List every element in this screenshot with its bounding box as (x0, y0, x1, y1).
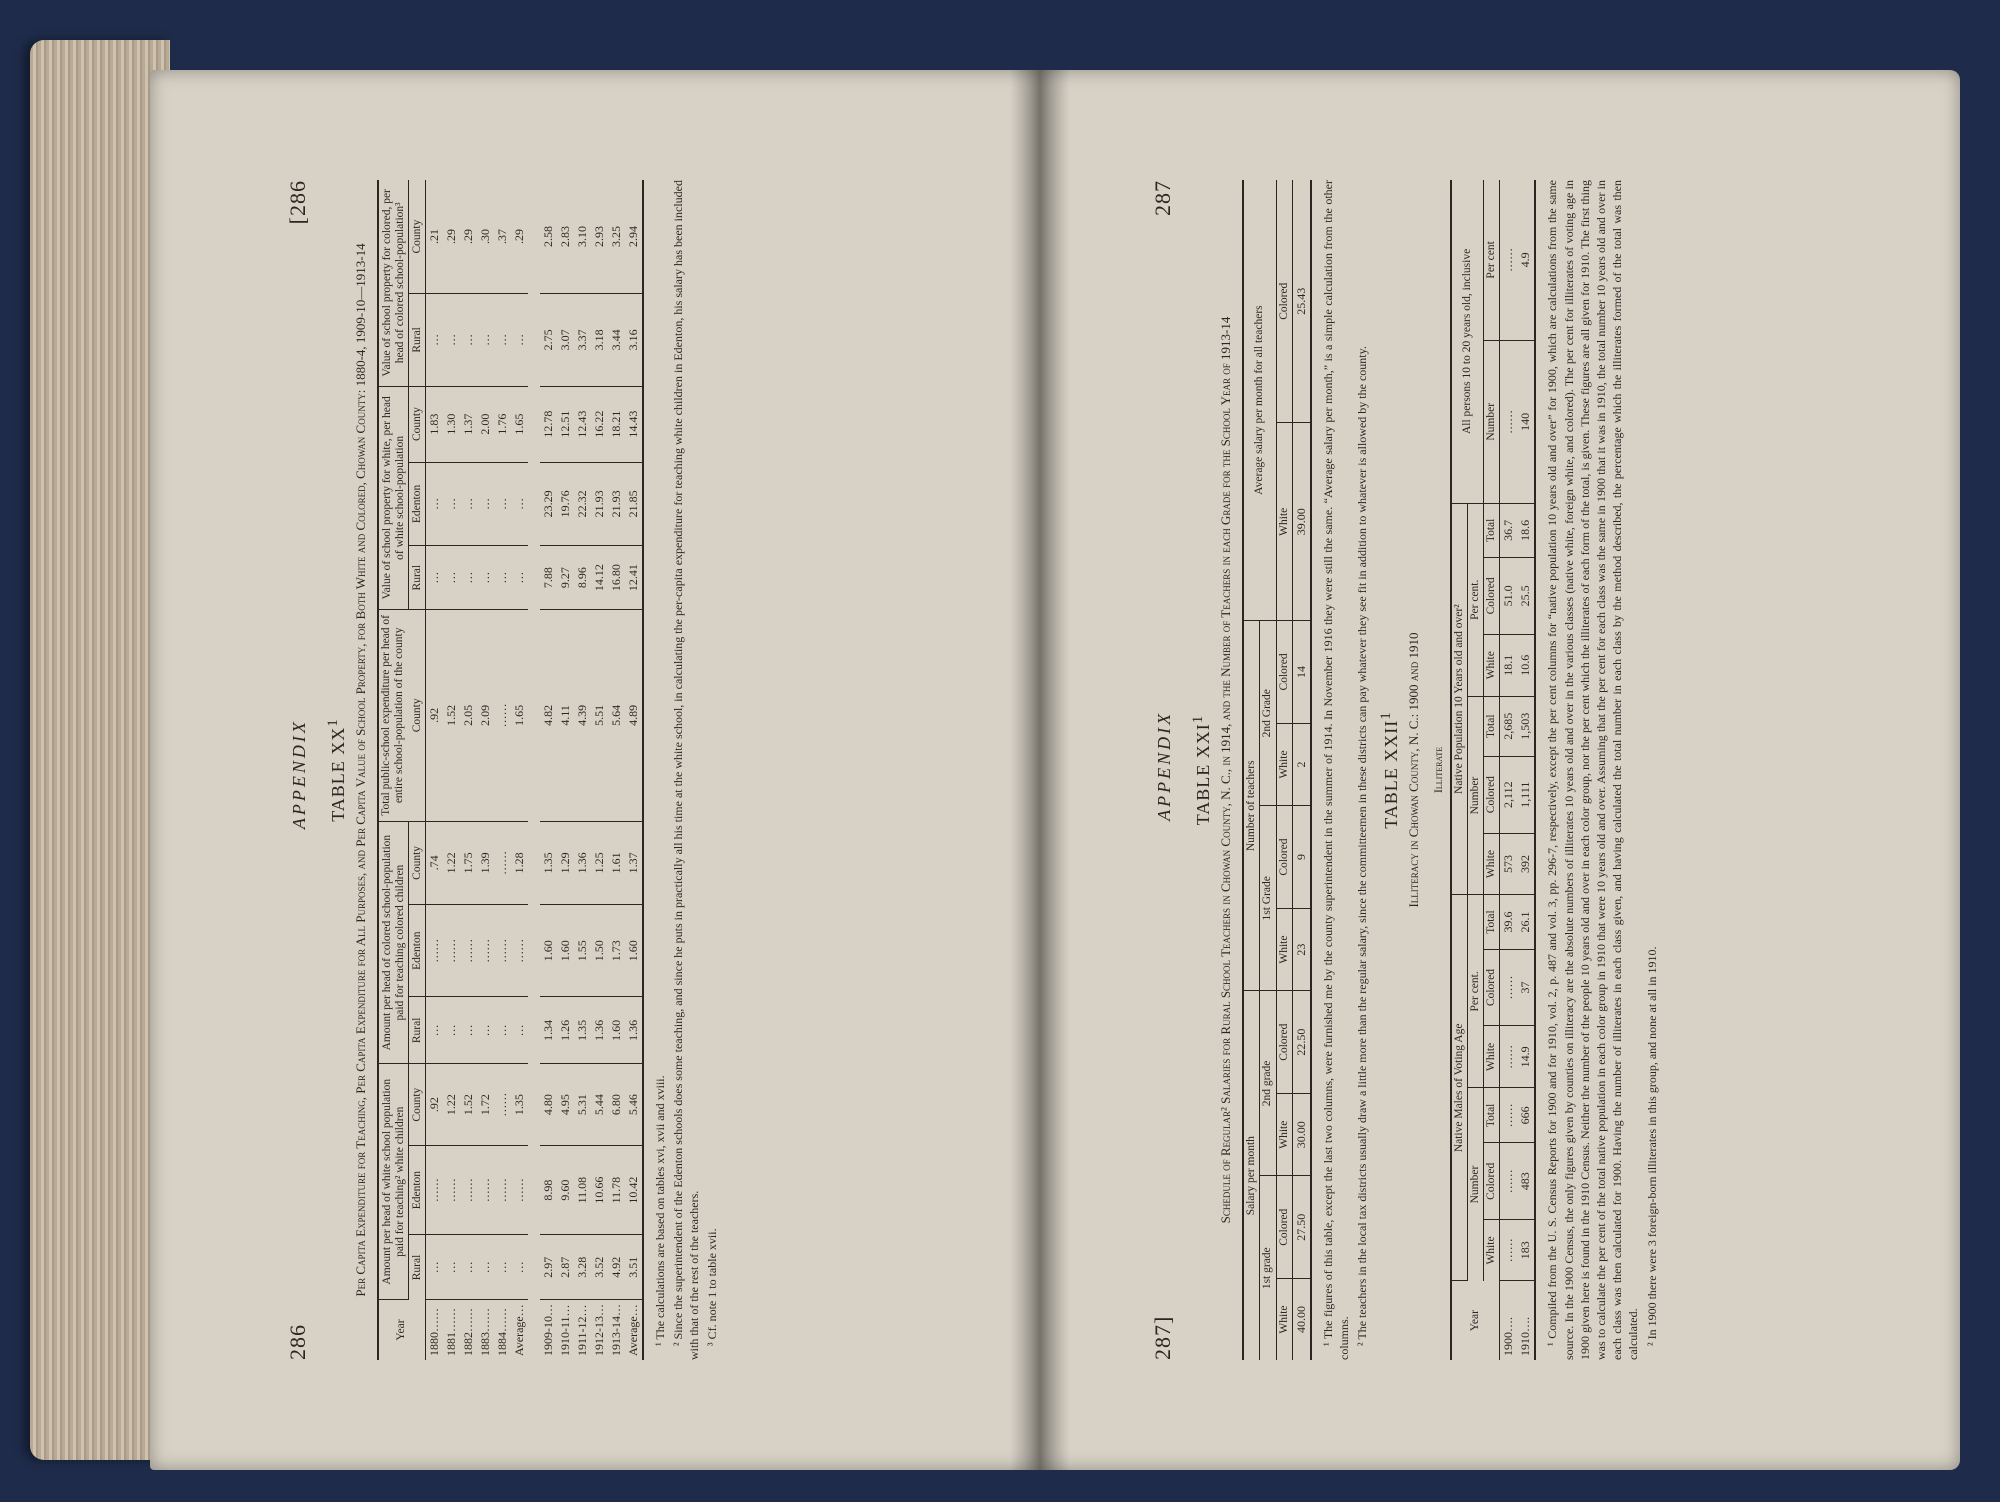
right-running-head: APPENDIX (1154, 710, 1174, 821)
table-cell: 12.51 (557, 386, 574, 462)
table-cell: … (460, 294, 477, 387)
table-cell: 23.29 (540, 462, 557, 546)
table-cell: 51.0 (1500, 557, 1518, 634)
table-cell: …… (1500, 949, 1518, 1026)
table-xxii-illiterate-label: Illiterate (1430, 746, 1445, 794)
table-cell: 5.46 (625, 1064, 643, 1145)
table-cell: 22.32 (574, 462, 591, 546)
table-cell: …… (494, 1064, 511, 1145)
table-cell: … (425, 546, 443, 610)
table-cell: .74 (425, 821, 443, 904)
table-cell: 18.1 (1500, 634, 1518, 696)
table-row (591, 180, 608, 1360)
table-cell: … (477, 997, 494, 1064)
table-cell: …… (494, 1145, 511, 1235)
table-cell: … (477, 462, 494, 546)
table-cell: 2.58 (540, 180, 557, 294)
table-cell: 1.35 (511, 1064, 528, 1145)
table-cell: 11.08 (574, 1145, 591, 1235)
table-cell: 18.6 (1517, 503, 1535, 557)
table-cell: Average… (511, 1304, 526, 1356)
table-row (1500, 180, 1518, 1360)
table-cell: 573 (1500, 833, 1518, 895)
table-cell: 25.5 (1517, 557, 1535, 634)
table-row (477, 180, 494, 1360)
table-cell: .29 (511, 180, 528, 294)
table-cell: 1.22 (443, 1064, 460, 1145)
table-cell: 2.09 (477, 610, 494, 822)
table-cell: 1.37 (625, 821, 643, 904)
col-group-colored-teaching: Amount per head of colored school-population paid for teaching colored children (378, 821, 409, 1064)
table-cell: 1.50 (591, 905, 608, 997)
table-cell: .92 (425, 1064, 443, 1145)
table-cell: 4.11 (557, 610, 574, 822)
table-cell: .29 (460, 180, 477, 294)
table-cell: 1.60 (540, 905, 557, 997)
table-xx-notes (652, 180, 721, 1360)
table-cell: … (511, 546, 528, 610)
table-cell: … (511, 997, 528, 1064)
table-cell: 2.00 (477, 386, 494, 462)
table-cell: 1.34 (540, 997, 557, 1064)
table-cell: … (425, 1235, 443, 1300)
table-cell: 1.75 (460, 821, 477, 904)
table-cell: .37 (494, 180, 511, 294)
table-cell: … (425, 997, 443, 1064)
table-cell: 36.7 (1500, 503, 1518, 557)
table-cell: .21 (425, 180, 443, 294)
table-cell: 21.93 (591, 462, 608, 546)
right-page-number: 287 (1150, 180, 1175, 216)
table-cell: 26.1 (1517, 895, 1535, 949)
table-xxi-notes (1320, 180, 1371, 1360)
table-cell: 5.51 (591, 610, 608, 822)
table-cell: 3.07 (557, 294, 574, 387)
table-xxii-subtitle: Illiteracy in Chowan County, N. C.: 1900 and 1910 (1406, 632, 1422, 908)
footnote: ¹ The calculations are based on tables xvi, xvii and xviii. (652, 1075, 667, 1346)
col-group-total-expenditure: Total public-school expenditure per head of entire school-population of the county County (378, 610, 425, 822)
table-cell: 2.93 (591, 180, 608, 294)
left-page-number: 286 (285, 1324, 310, 1360)
table-cell: 1.28 (511, 821, 528, 904)
footnote: ³ Cf. note 1 to table xvii. (705, 1228, 720, 1346)
table-cell: … (511, 1235, 528, 1300)
table-cell: … (443, 997, 460, 1064)
table-cell: 5.64 (608, 610, 625, 822)
table-cell: 2.87 (557, 1235, 574, 1300)
table-cell: 3.16 (625, 294, 643, 387)
table-cell: 1.52 (443, 610, 460, 822)
table-cell: 1883…… (477, 1308, 492, 1356)
table-cell: 1.76 (494, 386, 511, 462)
table-cell: 1882…… (460, 1308, 475, 1356)
table-cell: 4.9 (1517, 180, 1535, 340)
table-cell: …… (443, 905, 460, 997)
table-cell: 183 (1517, 1220, 1535, 1281)
left-page-content (285, 180, 905, 1360)
table-cell: … (477, 546, 494, 610)
table-row (625, 180, 643, 1360)
table-cell: 483 (1517, 1143, 1535, 1220)
table-cell: 7.88 (540, 546, 557, 610)
table-cell: 14.43 (625, 386, 643, 462)
table-cell: 16.80 (608, 546, 625, 610)
col-group-colored-property: Value of school property for colored, per head of colored school-population³ (378, 180, 409, 386)
table-cell: 1.35 (574, 997, 591, 1064)
table-row: 40.00 27.50 30.00 22.50 23 9 2 14 39.00 25.43 (1292, 180, 1311, 1360)
table-cell: 666 (1517, 1088, 1535, 1143)
col-group-white-teaching: Amount per head of white school population paid for teaching² white children (378, 1064, 409, 1300)
table-cell: 1880…… (426, 1308, 441, 1356)
table-cell: 5.31 (574, 1064, 591, 1145)
table-cell: 14.12 (591, 546, 608, 610)
footnote: ² In 1900 there were 3 foreign-born illiterates in this group, and none at all in 1910. (1644, 946, 1659, 1346)
table-cell: …… (443, 1145, 460, 1235)
table-cell: …… (1500, 180, 1518, 340)
table-cell: 3.37 (574, 294, 591, 387)
table-cell: 1.83 (425, 386, 443, 462)
table-cell: 1.65 (511, 386, 528, 462)
table-cell: 4.80 (540, 1064, 557, 1145)
table-cell: … (494, 546, 511, 610)
left-running-head: APPENDIX (289, 719, 309, 830)
table-cell: 2.05 (460, 610, 477, 822)
table-cell: .30 (477, 180, 494, 294)
book-page-edges (30, 40, 170, 1460)
table-cell: 9.27 (557, 546, 574, 610)
table-cell: … (460, 1235, 477, 1300)
table-cell: 1.60 (625, 905, 643, 997)
table-cell: 1.55 (574, 905, 591, 997)
table-xxii: Year Native Males of Voting Age Native Population 10 Years old and over² All persons 10 to 20 years old, inclusive Number Per cent. Number Per cent. White Colored Total White Colored Total White Colored Total White Colored Total Number Per cent 1900…. …… …… …… …… …… 39.6 573 2,112 2,685 18.1 51.0 36.7 …… …… 1910…. 183 483 666 14.9 37 26.1 392 1,111 1,503 10.6 25.5 18.6 140 4.9 (1450, 180, 1537, 1360)
right-page-number-bracket: 287] (1150, 1315, 1175, 1360)
table-cell: 12.41 (625, 546, 643, 610)
table-cell: 1.36 (625, 997, 643, 1064)
table-cell: 10.66 (591, 1145, 608, 1235)
table-cell: …… (494, 610, 511, 822)
table-cell: … (477, 294, 494, 387)
table-cell: 3.18 (591, 294, 608, 387)
table-cell: 21.85 (625, 462, 643, 546)
table-xxii-body (1500, 180, 1536, 1360)
table-cell: 12.78 (540, 386, 557, 462)
table-cell: 37 (1517, 949, 1535, 1026)
table-cell: 18.21 (608, 386, 625, 462)
table-cell: 4.82 (540, 610, 557, 822)
table-cell: 1913-14… (608, 1304, 623, 1356)
table-cell: 1911-12… (574, 1304, 589, 1356)
table-cell: 3.52 (591, 1235, 608, 1300)
table-cell: … (460, 462, 477, 546)
table-cell: 10.42 (625, 1145, 643, 1235)
table-cell: 1.73 (608, 905, 625, 997)
table-cell: 3.28 (574, 1235, 591, 1300)
table-cell: … (443, 294, 460, 387)
table-cell: 8.98 (540, 1145, 557, 1235)
table-cell: 1.61 (608, 821, 625, 904)
footnote: ¹ Compiled from the U. S. Census Reports for 1900 and for 1910, vol. 2, p. 487 and vol. 3, pp. 296-7, respectively, except the per cent columns for “native population 10 years old and over” for 1900, which are calculations from the same source. In the 1900 Census, the only figures given by counties on illiteracy are the absolute numbers of illiterates 10 years old and over in the various classes (native white, foreign white, and colored). The per cent for illiterates of voting age in 1900 given here is found in the 1910 Census. Neither the number of the people 10 years old and over in each color group, nor the per cent which the illiterates of each form of the total, is given. These figures are all given for 1910. The first thing was to calculate the per cent of the total native population in each color group in 1910 that were 10 years old and over. Assuming that the per cent for each class was the same in 1900 that it was in 1910, the total number 10 years old and over in each class was then calculated for 1900. Having the number of illiterates in each class given, and having calculated the total number in each class by the method described, the percentage which the illiterates formed of the total was then calculated. (1545, 180, 1641, 1360)
table-cell: … (494, 1235, 511, 1300)
table-cell: …… (460, 905, 477, 997)
table-xx: Year Amount per head of white school population paid for teaching² white children Amount per head of colored school-population paid for teaching colored children Total public-school expenditure per head of entire school-population of the county County Value of school property for white, per head of white school-population Value of school property for colored, per head of colored school-population³ Rural Edenton County Rural Edenton County Rural Edenton County Rural County 1880…… … …… .92 … …… .74 .92 … … 1.83 … .21 1881…… … …… 1.22 … …… 1.22 1.52 … … 1.30 … .29 1882…… … …… 1.52 … …… 1.75 2.05 … … 1.37 … .29 1883…… … …… 1.72 … …… 1.39 2.09 … … 2.00 … .30 1884…… … …… …… … …… …… …… … … 1.76 … .37 Average… … …… 1.35 … …… 1.28 1.65 … … 1.65 … .29 1909-10… 2.97 8.98 4.80 1.34 1.60 1.35 4.82 7.88 23.29 12.78 2.75 2.58 1910-11… 2.87 9.60 4.95 1.26 1.60 1.29 4.11 9.27 19.76 12.51 3.07 2.83 1911-12… 3.28 11.08 5.31 1.35 1.55 1.36 4.39 8.96 22.32 12.43 3.37 3.10 1912-13… 3.52 10.66 5.44 1.36 1.50 1.25 5.51 14.12 21.93 16.22 3.18 2.93 1913-14… 4.92 11.78 6.80 1.60 1.73 1.61 5.64 16.80 21.93 18.21 3.44 3.25 Average… 3.51 10.42 5.46 1.36 1.60 1.37 4.89 12.41 21.85 14.43 3.16 2.94 (377, 180, 644, 1360)
right-page (1040, 70, 1960, 1470)
table-cell: .29 (443, 180, 460, 294)
table-cell: 1909-10… (540, 1304, 555, 1356)
table-cell: 1.60 (557, 905, 574, 997)
col-group-white-property: Value of school property for white, per head of white school-population (378, 386, 409, 609)
table-cell: 1.65 (511, 610, 528, 822)
right-page-header (1150, 180, 1176, 1360)
table-cell: 4.92 (608, 1235, 625, 1300)
left-page (150, 70, 1040, 1470)
table-xx-title: TABLE $XX^1$ (325, 718, 348, 822)
table-cell: 1.37 (460, 386, 477, 462)
table-cell: 1.36 (591, 997, 608, 1064)
table-xxi-subtitle: Schedule of Regular² Salaries for Rural School Teachers in Chowan County, N. C., in 1914, and the Number of Teachers in each Grade for the School Year of 1913-14 (1218, 316, 1233, 1224)
table-row (494, 180, 511, 1360)
table-cell: 1,503 (1517, 696, 1535, 756)
table-row (443, 180, 460, 1360)
table-cell: 1.36 (574, 821, 591, 904)
table-cell: 1,111 (1517, 756, 1535, 833)
table-cell: … (460, 546, 477, 610)
table-cell: …… (511, 905, 528, 997)
table-cell: 8.96 (574, 546, 591, 610)
table-cell: 3.25 (608, 180, 625, 294)
table-cell: 4.39 (574, 610, 591, 822)
table-row (425, 180, 443, 1360)
table-cell: 2.83 (557, 180, 574, 294)
table-cell: 3.44 (608, 294, 625, 387)
table-cell: … (494, 462, 511, 546)
table-cell: 140 (1517, 340, 1535, 503)
table-row (557, 180, 574, 1360)
table-cell: 3.51 (625, 1235, 643, 1300)
table-cell: … (477, 1235, 494, 1300)
table-cell: 2.75 (540, 294, 557, 387)
table-cell: …… (477, 1145, 494, 1235)
table-row (608, 180, 625, 1360)
table-cell: … (443, 462, 460, 546)
table-row (460, 180, 477, 1360)
table-cell: 11.78 (608, 1145, 625, 1235)
table-cell: …… (477, 905, 494, 997)
table-cell: …… (460, 1145, 477, 1235)
table-cell: 16.22 (591, 386, 608, 462)
table-row (1517, 180, 1535, 1360)
footnote: ² Since the superintendent of the Edenton schools does some teaching, and since he puts in practically all his time at the white school, in calculating the per-capita expenditure for teaching white children in Edenton, his salary has been included with that of the rest of the teachers. (671, 180, 702, 1360)
table-cell: …… (1500, 1088, 1518, 1143)
table-cell: 1.35 (540, 821, 557, 904)
table-cell: … (443, 1235, 460, 1300)
table-cell: 392 (1517, 833, 1535, 895)
table-cell: …… (1500, 1220, 1518, 1281)
table-cell: 1910…. (1518, 1317, 1533, 1356)
table-cell: 6.80 (608, 1064, 625, 1145)
table-cell: … (425, 462, 443, 546)
table-row (540, 180, 557, 1360)
table-cell: …… (1500, 1143, 1518, 1220)
table-cell: 21.93 (608, 462, 625, 546)
table-cell: 3.10 (574, 180, 591, 294)
table-cell: …… (511, 1145, 528, 1235)
table-cell: 1.72 (477, 1064, 494, 1145)
table-xx-subtitle: Per Capita Expenditure for Teaching, Per Capita Expenditure for All Purposes, and Per Capita Value of School Property, for Both White and Colored, Chowan County: 1880-4, 1909-10—1913-14 (353, 243, 368, 1297)
table-cell: …… (494, 905, 511, 997)
table-cell: 19.76 (557, 462, 574, 546)
table-cell: 1.30 (443, 386, 460, 462)
table-cell: 1884…… (494, 1308, 509, 1356)
left-page-number-bracket: [286 (285, 180, 310, 225)
table-cell: …… (494, 821, 511, 904)
left-page-header (285, 180, 311, 1360)
table-row (511, 180, 528, 1360)
table-cell: 1900…. (1501, 1317, 1516, 1356)
table-cell: 14.9 (1517, 1026, 1535, 1088)
table-cell: .92 (425, 610, 443, 822)
table-cell: 2,112 (1500, 756, 1518, 833)
table-cell: 2,685 (1500, 696, 1518, 756)
table-cell: 1910-11… (557, 1304, 572, 1356)
table-cell: … (511, 294, 528, 387)
footnote: ² The teachers in the local tax districts usually draw a little more than the regular salary, since the committeemen in these districts can pay whatever they see fit in addition to whatever is allowed by the county. (1355, 346, 1370, 1346)
table-xx-body (425, 180, 643, 1360)
table-cell: 12.43 (574, 386, 591, 462)
table-cell: … (494, 294, 511, 387)
table-cell: 2.97 (540, 1235, 557, 1300)
table-cell: 1.60 (608, 997, 625, 1064)
table-xxii-notes (1544, 180, 1659, 1360)
table-cell: 5.44 (591, 1064, 608, 1145)
right-page-content (1150, 180, 1850, 1360)
table-cell: 2.94 (625, 180, 643, 294)
table-xxi-title: TABLE XXI$^1$ (1190, 714, 1213, 826)
table-cell: … (460, 997, 477, 1064)
table-cell: 1.26 (557, 997, 574, 1064)
table-cell: …… (1500, 1026, 1518, 1088)
table-cell: …… (1500, 340, 1518, 503)
table-cell: 10.6 (1517, 634, 1535, 696)
col-year: Year (378, 1300, 425, 1361)
table-row (574, 180, 591, 1360)
table-cell: 4.89 (625, 610, 643, 822)
table-cell: 1.25 (591, 821, 608, 904)
table-cell: … (425, 294, 443, 387)
table-cell: 1881…… (443, 1308, 458, 1356)
table-cell: 1.22 (443, 821, 460, 904)
table-cell: …… (425, 905, 443, 997)
table-cell: 4.95 (557, 1064, 574, 1145)
table-cell: Average… (625, 1304, 640, 1356)
table-cell: … (443, 546, 460, 610)
table-cell: 39.6 (1500, 895, 1518, 949)
table-cell: …… (425, 1145, 443, 1235)
table-cell: 1.52 (460, 1064, 477, 1145)
footnote: ¹ The figures of this table, except the last two columns, were furnished me by the county superintendent in the summer of 1914. In November 1916 they were still the same. “Average salary per month,” is a simple calculation from the other columns. (1320, 180, 1352, 1360)
table-row-spacer (528, 180, 540, 1360)
table-cell: 1.29 (557, 821, 574, 904)
table-cell: … (494, 997, 511, 1064)
table-xxii-title: TABLE XXII$^1$ (1378, 711, 1402, 829)
table-cell: 1912-13… (591, 1304, 606, 1356)
table-cell: 1.39 (477, 821, 494, 904)
table-cell: 9.60 (557, 1145, 574, 1235)
table-xxi: Salary per month Number of teachers Average salary per month for all teachers 1st grade 2nd grade 1st Grade 2nd Grade White Colored White Colored White Colored White Colored White Colored 40.00 27.50 30.00 22.50 23 9 2 14 39.00 25.43 (1242, 180, 1312, 1360)
table-cell: … (511, 462, 528, 546)
